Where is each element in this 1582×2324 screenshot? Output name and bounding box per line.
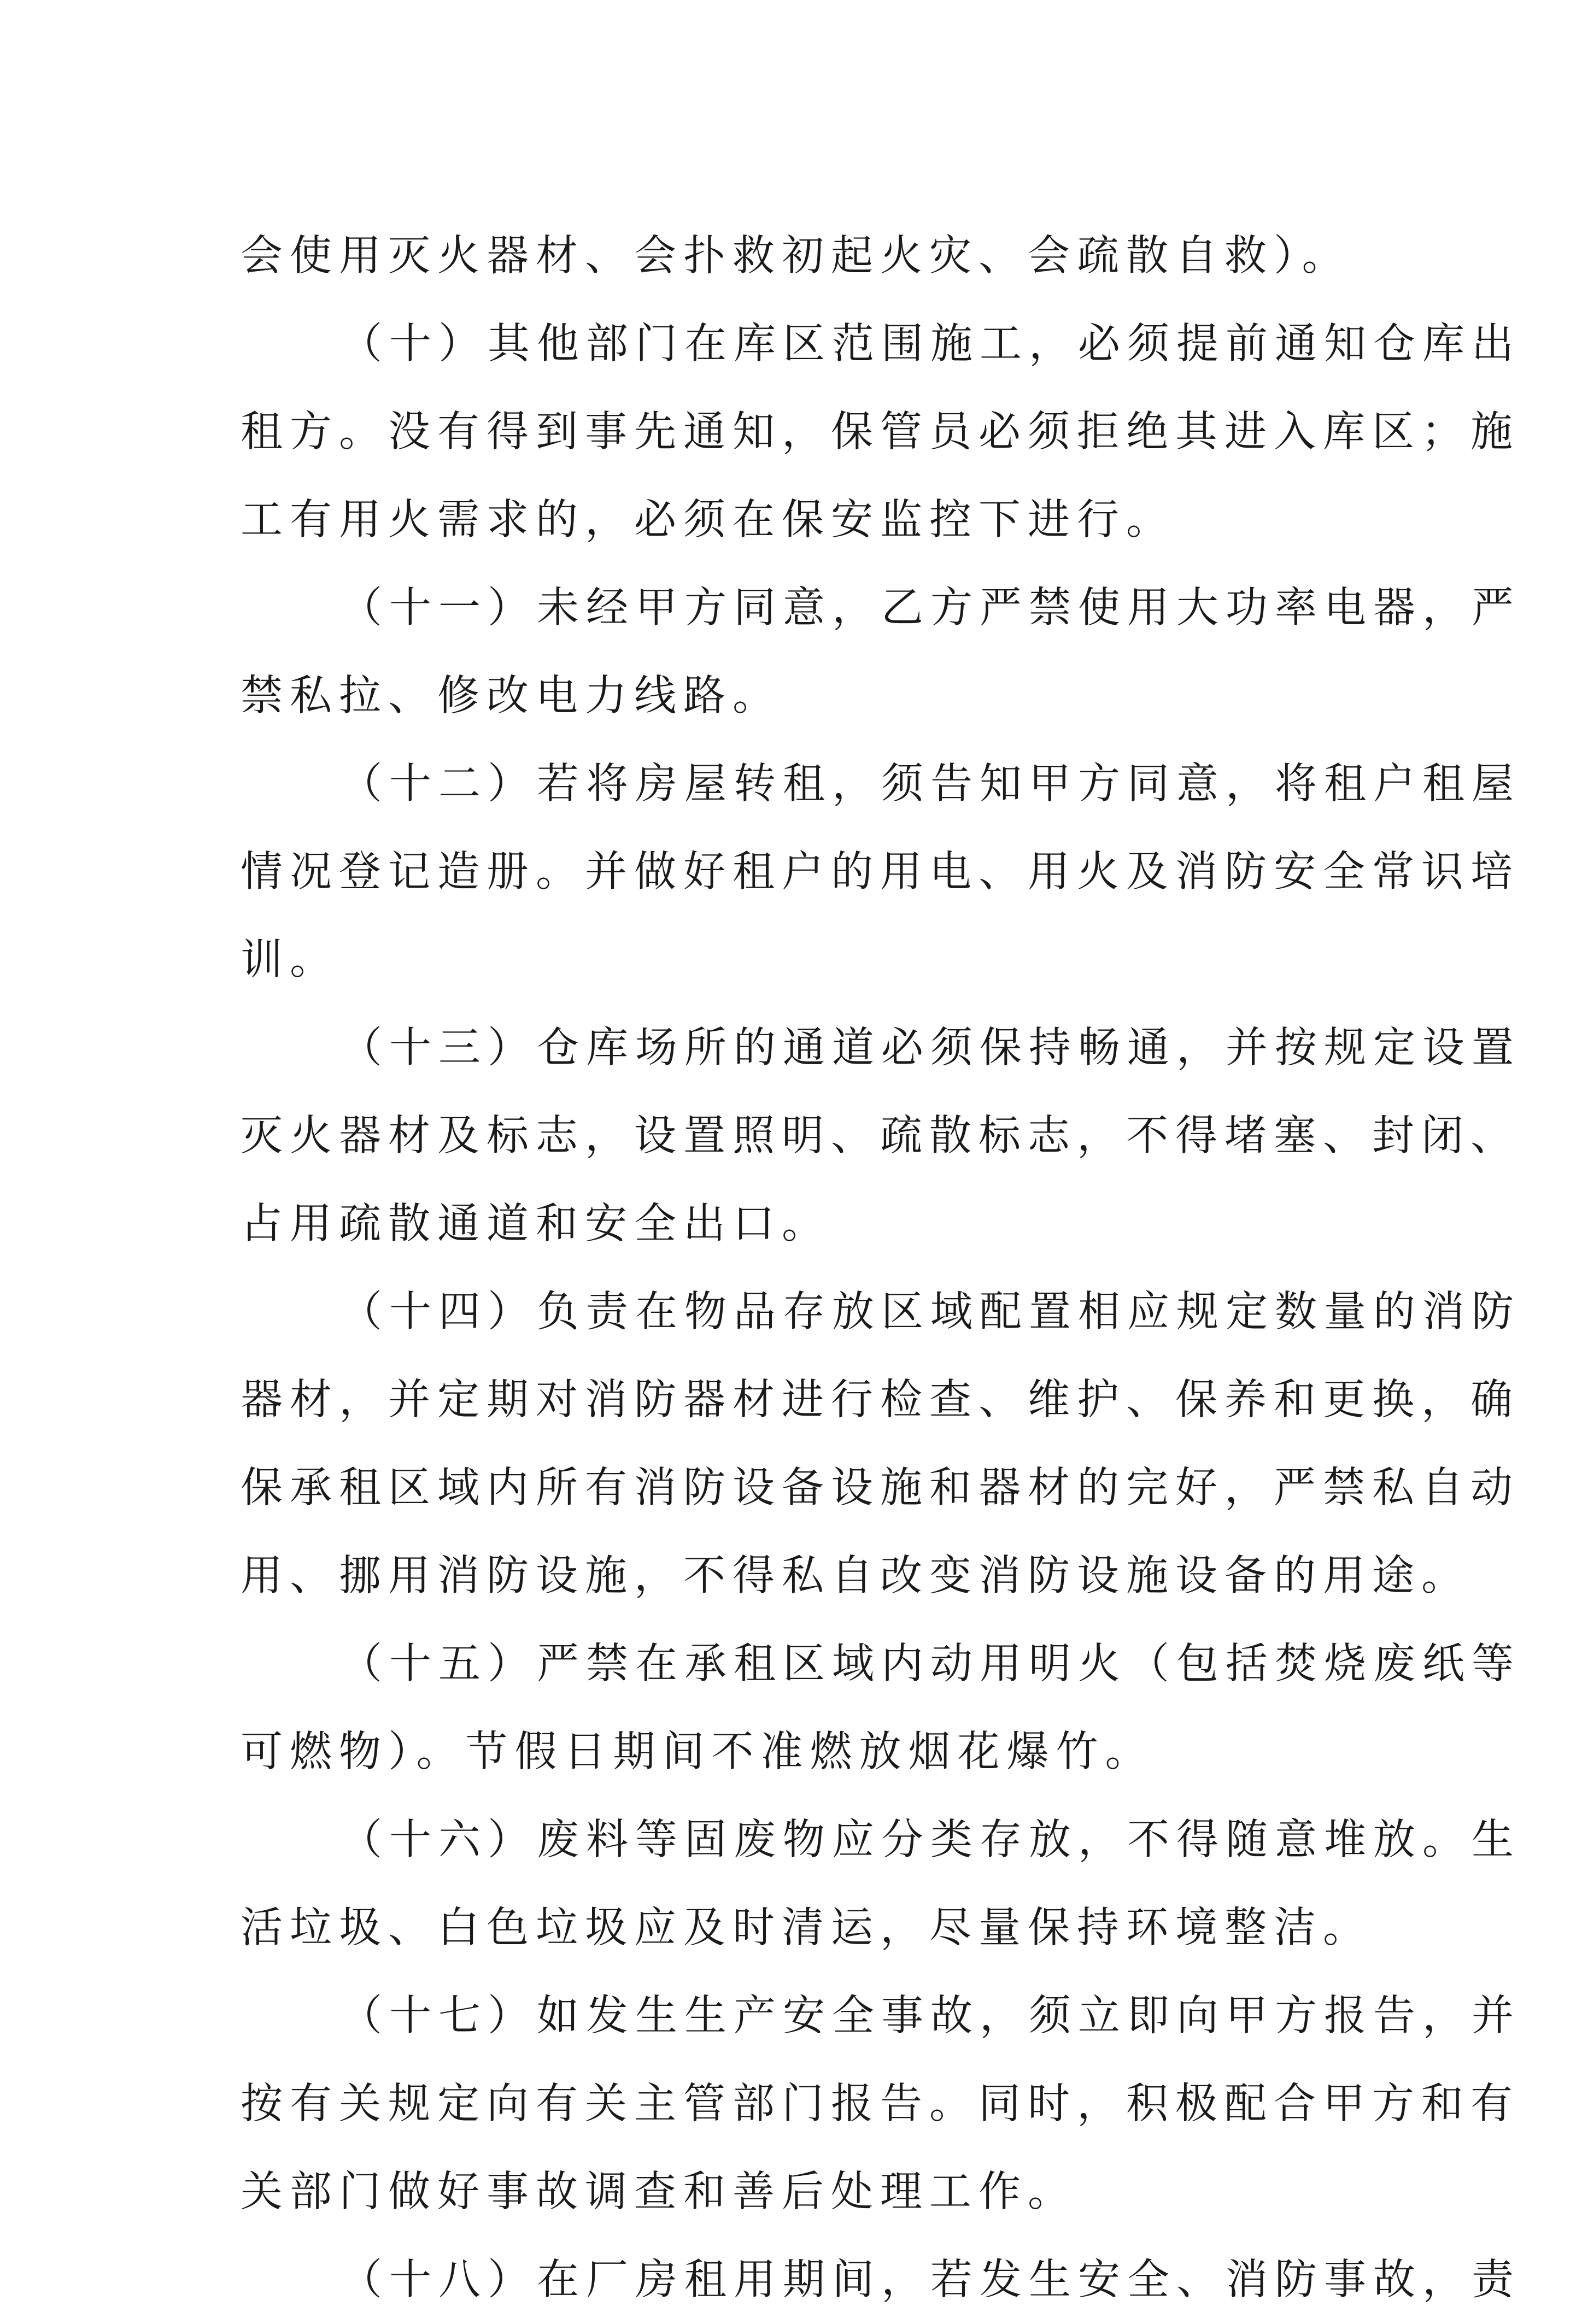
text-line: 按有关规定向有关主管部门报告。同时，积极配合甲方和有	[241, 2080, 1520, 2128]
text-line: （十）其他部门在库区范围施工，必须提前通知仓库出	[340, 320, 1521, 368]
text-line: 可燃物）。节假日期间不准燃放烟花爆竹。	[241, 1728, 1155, 1776]
text-line: （十四）负责在物品存放区域配置相应规定数量的消防	[340, 1288, 1521, 1336]
text-line: （十二）若将房屋转租，须告知甲方同意，将租户租屋	[340, 760, 1521, 808]
document-page	[241, 212, 1521, 2324]
text-line: （十三）仓库场所的通道必须保持畅通，并按规定设置	[340, 1024, 1521, 1072]
text-line: 情况登记造册。并做好租户的用电、用火及消防安全常识培	[241, 848, 1520, 896]
text-line: 用、挪用消防设施，不得私自改变消防设施设备的用途。	[241, 1552, 1470, 1600]
text-line: 会使用灭火器材、会扑救初起火灾、会疏散自救）。	[241, 232, 1351, 280]
text-line: 活垃圾、白色垃圾应及时清运，尽量保持环境整洁。	[241, 1904, 1372, 1952]
text-line: 关部门做好事故调查和善后处理工作。	[241, 2168, 1077, 2216]
text-line: （十一）未经甲方同意，乙方严禁使用大功率电器，严	[340, 584, 1521, 632]
text-line: （十八）在厂房租用期间，若发生安全、消防事故，责	[340, 2256, 1521, 2304]
text-line: 训。	[241, 936, 339, 984]
text-line: 禁私拉、修改电力线路。	[241, 672, 782, 720]
text-line: （十五）严禁在承租区域内动用明火（包括焚烧废纸等	[340, 1640, 1521, 1688]
text-line: 占用疏散通道和安全出口。	[241, 1200, 831, 1248]
text-line: 器材，并定期对消防器材进行检查、维护、保养和更换，确	[241, 1376, 1520, 1424]
text-line: 工有用火需求的，必须在保安监控下进行。	[241, 496, 1175, 544]
text-line: 租方。没有得到事先通知，保管员必须拒绝其进入库区；施	[241, 408, 1520, 456]
text-line: （十七）如发生生产安全事故，须立即向甲方报告，并	[340, 1992, 1521, 2040]
text-line: 保承租区域内所有消防设备设施和器材的完好，严禁私自动	[241, 1464, 1520, 1512]
text-line: （十六）废料等固废物应分类存放，不得随意堆放。生	[340, 1816, 1521, 1864]
text-line: 灭火器材及标志，设置照明、疏散标志，不得堵塞、封闭、	[241, 1112, 1520, 1160]
